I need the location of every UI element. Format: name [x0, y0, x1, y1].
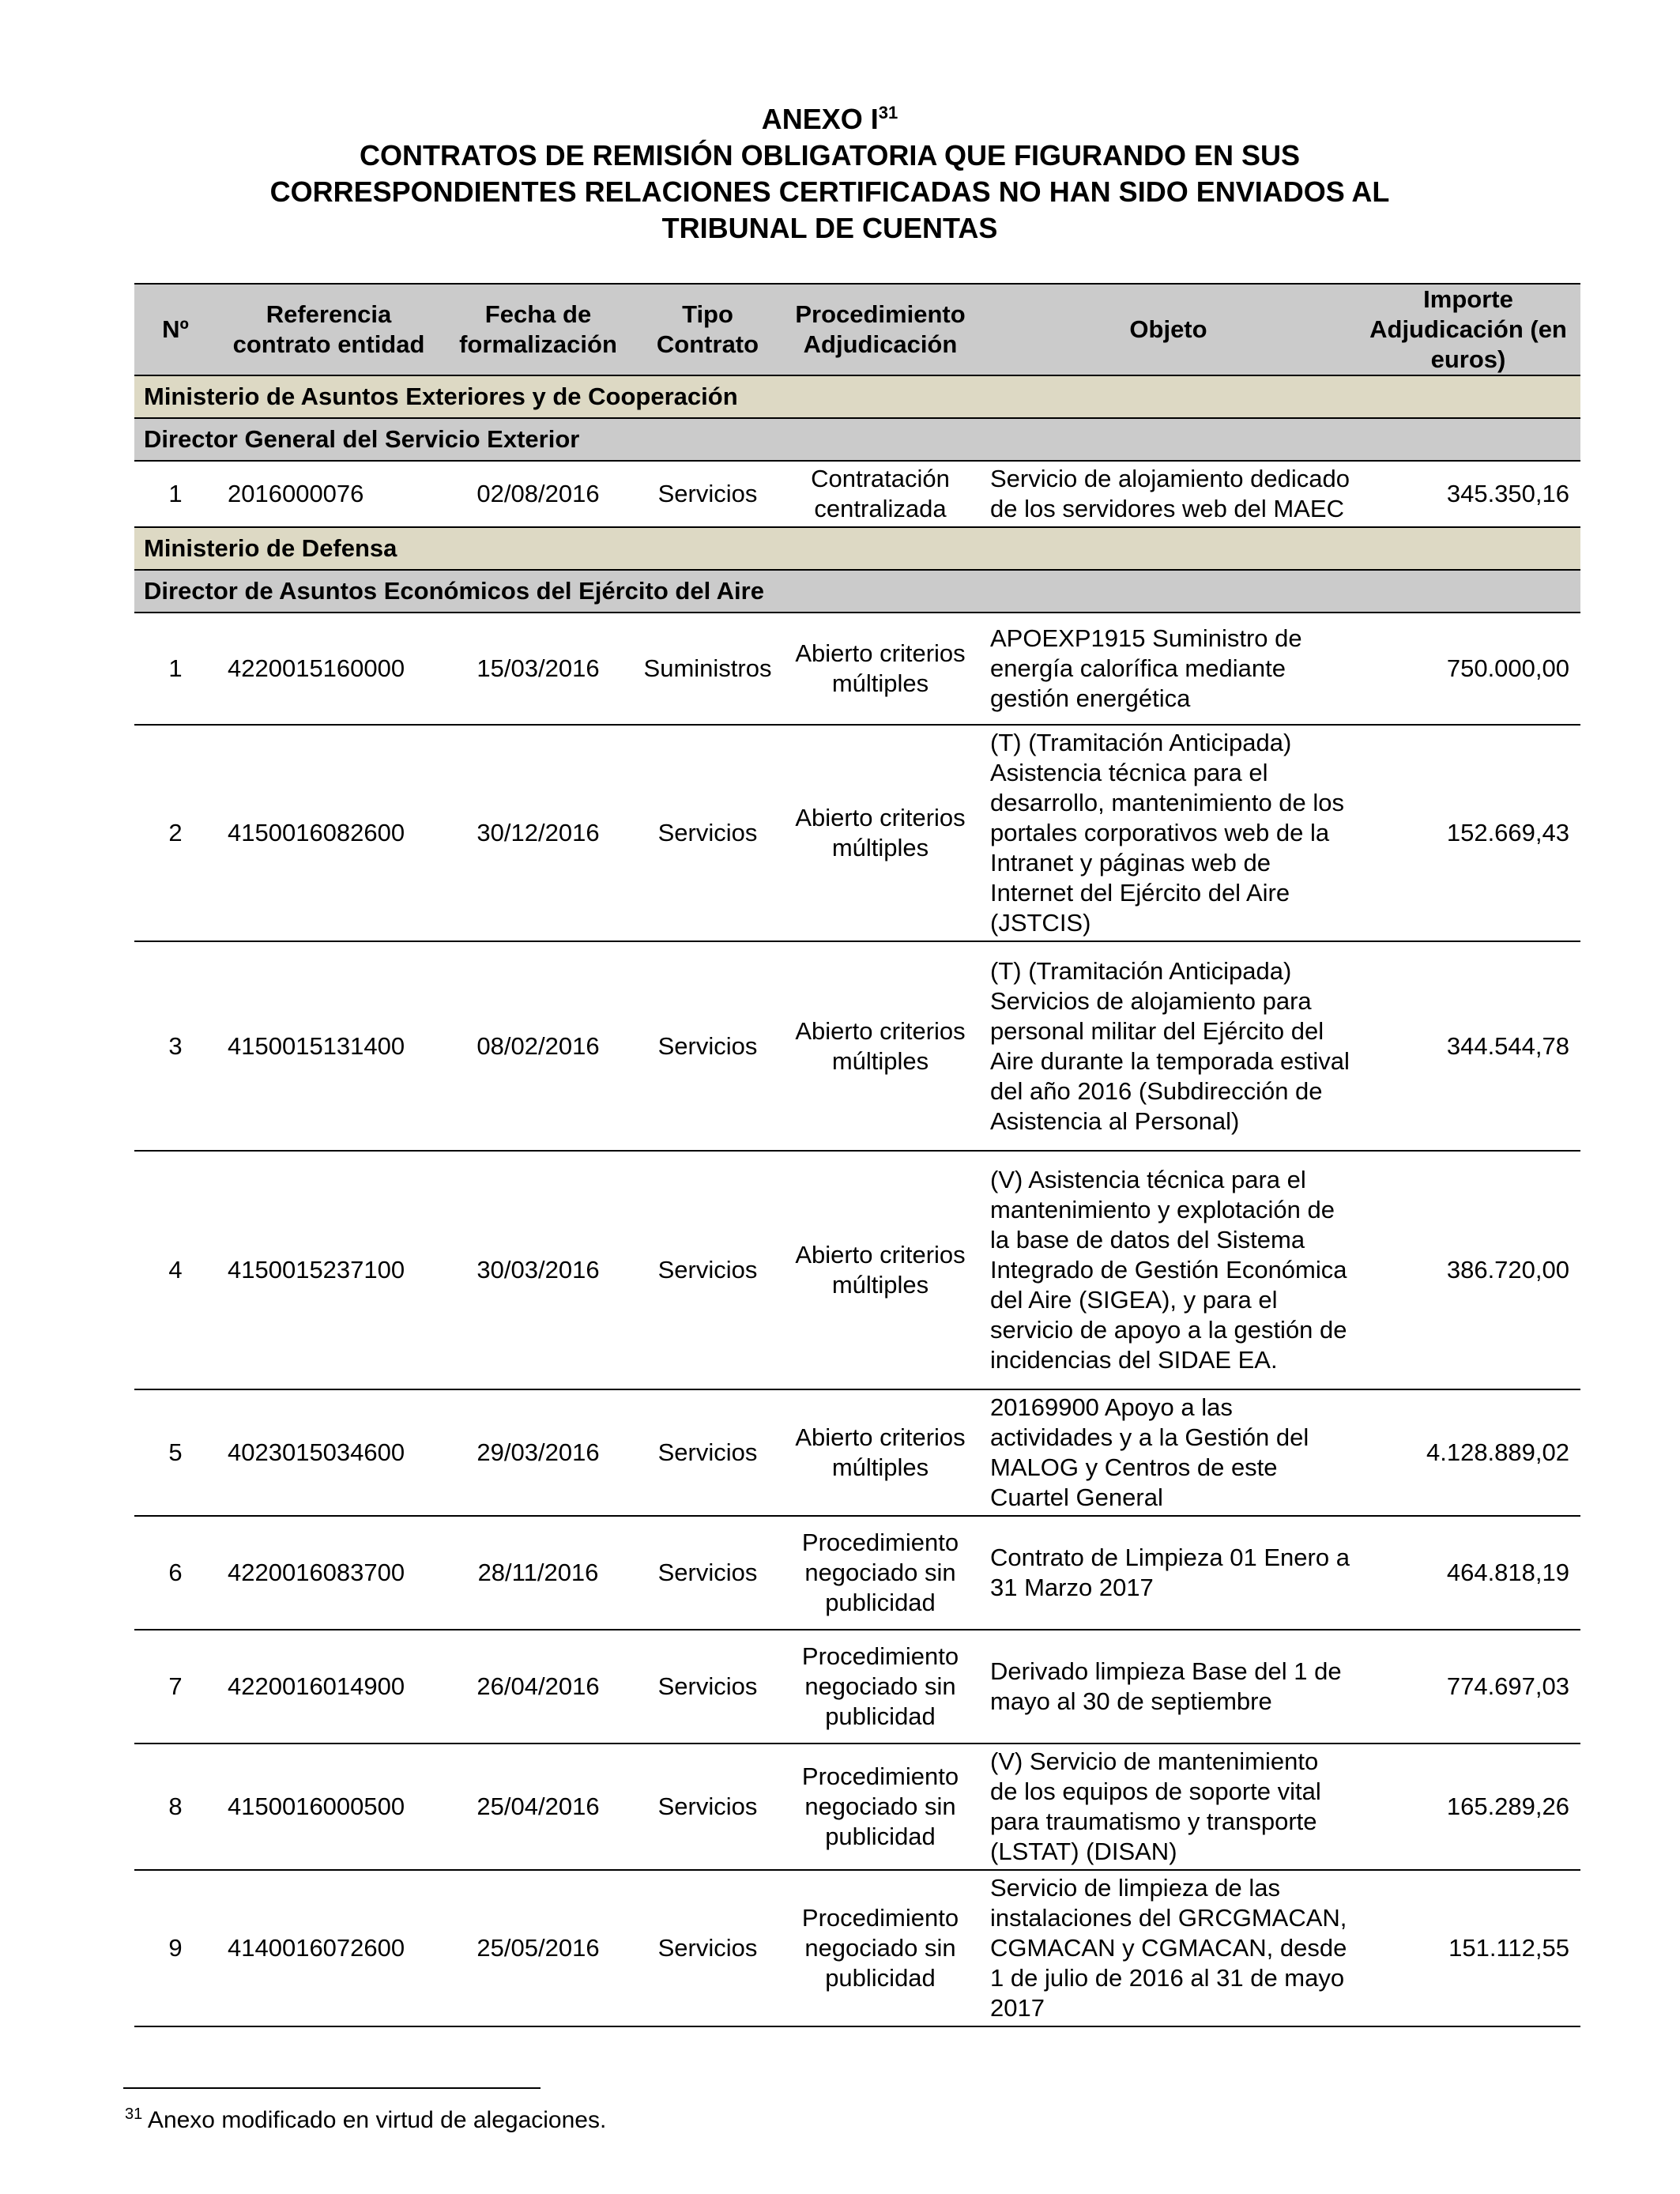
cell-ref: 4023015034600	[217, 1389, 441, 1516]
cell-type: Servicios	[635, 1870, 780, 2026]
cell-type: Suministros	[635, 613, 780, 725]
cell-num: 1	[134, 461, 217, 527]
table-row	[134, 941, 1580, 1151]
cell-type: Servicios	[635, 1151, 780, 1389]
cell-amount: 152.669,43	[1356, 725, 1580, 941]
footnote-separator	[123, 2087, 541, 2089]
cell-proc: Abierto criterios múltiples	[780, 1151, 981, 1389]
table-row	[134, 1151, 1580, 1389]
table-body	[134, 375, 1580, 2026]
cell-proc: Procedimiento negociado sin publicidad	[780, 1744, 981, 1870]
cell-num: 6	[134, 1516, 217, 1630]
table-row	[134, 613, 1580, 725]
header-obj: Objeto	[981, 284, 1356, 375]
director-row	[134, 418, 1580, 461]
document-title	[134, 101, 1525, 247]
cell-proc: Abierto criterios múltiples	[780, 725, 981, 941]
cell-type: Servicios	[635, 1630, 780, 1744]
cell-num: 4	[134, 1151, 217, 1389]
table-row	[134, 1389, 1580, 1516]
ministry-label: Ministerio de Asuntos Exteriores y de Cooperación	[134, 375, 1580, 418]
cell-num: 7	[134, 1630, 217, 1744]
cell-date: 30/03/2016	[441, 1151, 635, 1389]
cell-num: 1	[134, 613, 217, 725]
cell-date: 02/08/2016	[441, 461, 635, 527]
cell-amount: 464.818,19	[1356, 1516, 1580, 1630]
footnote	[125, 2105, 606, 2136]
cell-proc: Abierto criterios múltiples	[780, 1389, 981, 1516]
cell-ref: 4150016082600	[217, 725, 441, 941]
cell-amount: 345.350,16	[1356, 461, 1580, 527]
cell-ref: 4150015237100	[217, 1151, 441, 1389]
cell-num: 5	[134, 1389, 217, 1516]
director-label: Director General del Servicio Exterior	[134, 418, 1580, 461]
cell-proc: Abierto criterios múltiples	[780, 613, 981, 725]
table-row	[134, 461, 1580, 527]
cell-num: 3	[134, 941, 217, 1151]
cell-ref: 4220016083700	[217, 1516, 441, 1630]
cell-ref: 2016000076	[217, 461, 441, 527]
cell-obj: (V) Servicio de mantenimiento de los equipos de soporte vital para traumatismo y transporte (LSTAT) (DISAN)	[981, 1744, 1356, 1870]
ministry-row	[134, 375, 1580, 418]
title-footnote-ref: 31	[878, 103, 898, 123]
cell-ref: 4140016072600	[217, 1870, 441, 2026]
cell-date: 25/05/2016	[441, 1870, 635, 2026]
cell-date: 15/03/2016	[441, 613, 635, 725]
title-line-4: TRIBUNAL DE CUENTAS	[661, 212, 998, 244]
cell-num: 9	[134, 1870, 217, 2026]
title-annex: ANEXO $I^{31}$	[761, 103, 898, 135]
title-line-3: CORRESPONDIENTES RELACIONES CERTIFICADAS NO HAN SIDO ENVIADOS AL	[269, 175, 1390, 208]
cell-obj: APOEXP1915 Suministro de energía calorífica mediante gestión energética	[981, 613, 1356, 725]
footnote-text: Anexo modificado en virtud de alegaciones.	[142, 2107, 607, 2133]
table-header-row	[134, 284, 1580, 375]
header-type: Tipo Contrato	[635, 284, 780, 375]
cell-date: 28/11/2016	[441, 1516, 635, 1630]
cell-amount: 151.112,55	[1356, 1870, 1580, 2026]
contracts-table	[134, 283, 1580, 2027]
cell-type: Servicios	[635, 1516, 780, 1630]
cell-amount: 750.000,00	[1356, 613, 1580, 725]
cell-obj: Servicio de limpieza de las instalaciones del GRCGMACAN, CGMACAN y CGMACAN, desde 1 de julio de 2016 al 31 de mayo 2017	[981, 1870, 1356, 2026]
cell-date: 25/04/2016	[441, 1744, 635, 1870]
cell-num: 2	[134, 725, 217, 941]
cell-proc: Procedimiento negociado sin publicidad	[780, 1516, 981, 1630]
cell-date: 08/02/2016	[441, 941, 635, 1151]
cell-obj: (V) Asistencia técnica para el mantenimiento y explotación de la base de datos del Sistema Integrado de Gestión Económica del Aire (SIGEA), y para el servicio de apoyo a la gestión de incidencias del SIDAE EA.	[981, 1151, 1356, 1389]
header-date: Fecha de formalización	[441, 284, 635, 375]
cell-amount: 165.289,26	[1356, 1744, 1580, 1870]
cell-date: 30/12/2016	[441, 725, 635, 941]
cell-type: Servicios	[635, 941, 780, 1151]
cell-amount: 4.128.889,02	[1356, 1389, 1580, 1516]
cell-obj: Contrato de Limpieza 01 Enero a 31 Marzo 2017	[981, 1516, 1356, 1630]
ministry-row	[134, 527, 1580, 570]
cell-ref: 4150015131400	[217, 941, 441, 1151]
cell-proc: Procedimiento negociado sin publicidad	[780, 1630, 981, 1744]
title-line-2: CONTRATOS DE REMISIÓN OBLIGATORIA QUE FIGURANDO EN SUS	[359, 139, 1301, 172]
table-row	[134, 1630, 1580, 1744]
director-row	[134, 570, 1580, 613]
cell-amount: 386.720,00	[1356, 1151, 1580, 1389]
cell-ref: 4220016014900	[217, 1630, 441, 1744]
cell-date: 26/04/2016	[441, 1630, 635, 1744]
director-label: Director de Asuntos Económicos del Ejército del Aire	[134, 570, 1580, 613]
cell-type: Servicios	[635, 1389, 780, 1516]
cell-ref: 4150016000500	[217, 1744, 441, 1870]
cell-obj: (T) (Tramitación Anticipada) Servicios de alojamiento para personal militar del Ejército del Aire durante la temporada estival del año 2016 (Subdirección de Asistencia al Personal)	[981, 941, 1356, 1151]
cell-type: Servicios	[635, 1744, 780, 1870]
table-row	[134, 1516, 1580, 1630]
cell-amount: 344.544,78	[1356, 941, 1580, 1151]
table-row	[134, 1870, 1580, 2026]
table-row	[134, 725, 1580, 941]
cell-proc: Contratación centralizada	[780, 461, 981, 527]
footnote-ref: 31	[125, 2105, 143, 2123]
cell-amount: 774.697,03	[1356, 1630, 1580, 1744]
cell-proc: Procedimiento negociado sin publicidad	[780, 1870, 981, 2026]
header-ref: Referencia contrato entidad	[217, 284, 441, 375]
cell-date: 29/03/2016	[441, 1389, 635, 1516]
cell-type: Servicios	[635, 461, 780, 527]
ministry-label: Ministerio de Defensa	[134, 527, 1580, 570]
cell-obj: Servicio de alojamiento dedicado de los servidores web del MAEC	[981, 461, 1356, 527]
cell-proc: Abierto criterios múltiples	[780, 941, 981, 1151]
header-amount: Importe Adjudicación (en euros)	[1356, 284, 1580, 375]
cell-num: 8	[134, 1744, 217, 1870]
header-proc: Procedimiento Adjudicación	[780, 284, 981, 375]
cell-obj: (T) (Tramitación Anticipada) Asistencia técnica para el desarrollo, mantenimiento de los portales corporativos web de la Intranet y páginas web de Internet del Ejército del Aire (JSTCIS)	[981, 725, 1356, 941]
cell-type: Servicios	[635, 725, 780, 941]
cell-ref: 4220015160000	[217, 613, 441, 725]
cell-obj: Derivado limpieza Base del 1 de mayo al 30 de septiembre	[981, 1630, 1356, 1744]
header-num: Nº	[134, 284, 217, 375]
cell-obj: 20169900 Apoyo a las actividades y a la Gestión del MALOG y Centros de este Cuartel General	[981, 1389, 1356, 1516]
table-row	[134, 1744, 1580, 1870]
